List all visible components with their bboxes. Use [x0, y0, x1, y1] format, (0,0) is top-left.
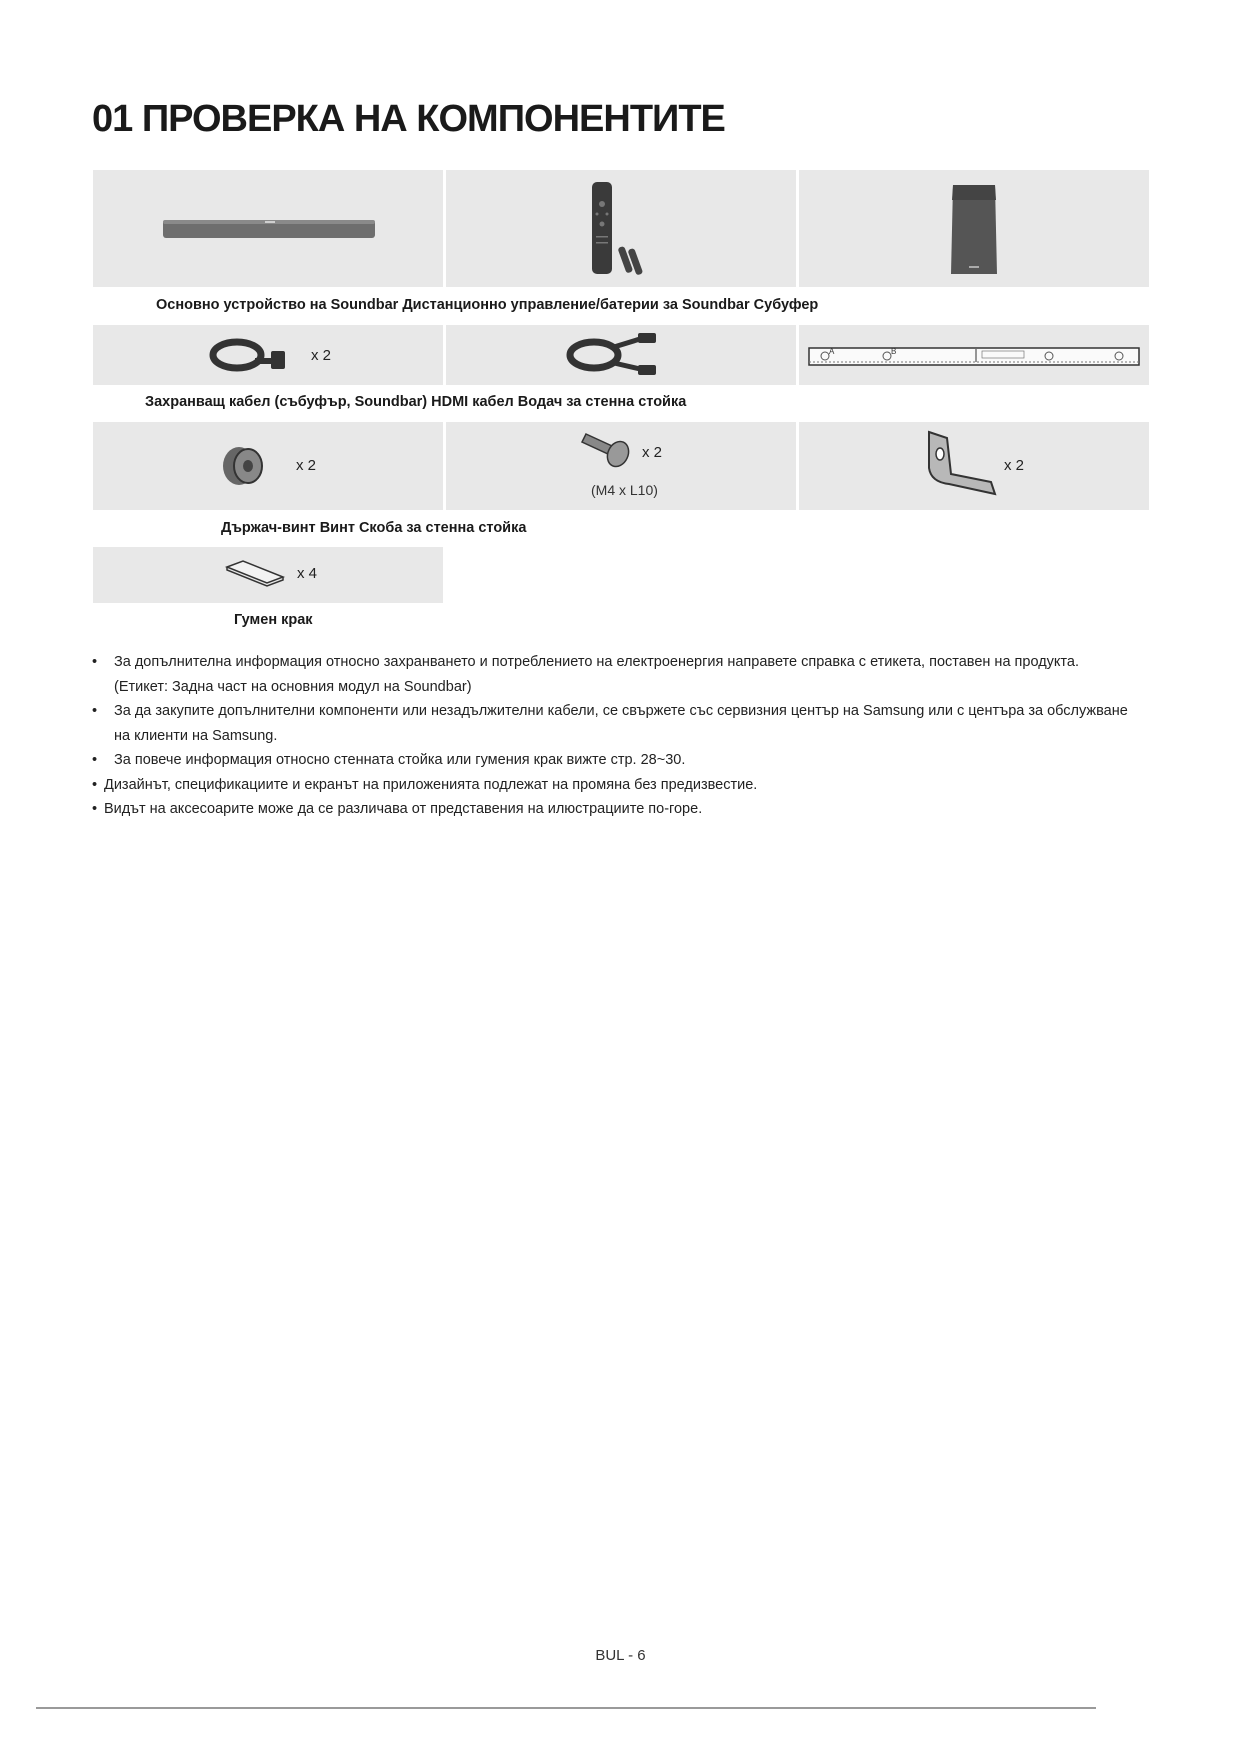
- soundbar-image: [93, 170, 443, 287]
- soundbar-cell: [93, 170, 443, 287]
- page-number: BUL - 6: [595, 1647, 646, 1664]
- guide-label-a: A: [829, 347, 835, 356]
- wall-mount-guide-image: [799, 325, 1149, 385]
- note-item: • За повече информация относно стенната стойка или гумения крак вижте стр. 28~30.: [92, 748, 1152, 773]
- footer-divider: [36, 1707, 1096, 1709]
- holder-screw-image: [93, 422, 443, 510]
- subwoofer-cell: [799, 170, 1149, 287]
- guide-label-b: B: [891, 347, 897, 356]
- hdmi-cable-cell: [446, 325, 796, 385]
- rubber-foot-image: [93, 547, 443, 603]
- wall-bracket-image: [799, 422, 1149, 510]
- power-cable-quantity: x 2: [311, 347, 332, 364]
- notes-list: [92, 650, 1152, 822]
- screw-cell: [446, 422, 796, 510]
- wall-bracket-quantity: x 2: [1004, 457, 1025, 474]
- power-cable-image: [93, 325, 443, 385]
- holder-screw-cell: [93, 422, 443, 510]
- rubber-foot-quantity: x 4: [297, 565, 318, 582]
- row4-caption: Гумен крак: [234, 612, 313, 628]
- page-title: 01 ПРОВЕРКА НА КОМПОНЕНТИТЕ: [92, 98, 725, 140]
- row2-caption: Захранващ кабел (събуфър, Soundbar) HDMI кабел Водач за стенна стойка: [145, 394, 687, 410]
- note-item: • За да закупите допълнителни компоненти или незадължителни кабели, се свържете със сервизния център на Samsung или с центъра за обслужване на клиенти на Samsung.: [92, 699, 1134, 748]
- note-item: • Дизайнът, спецификациите и екранът на приложенията подлежат на промяна без предизвестие.: [92, 773, 1152, 798]
- remote-control-image: [446, 170, 796, 287]
- power-cable-cell: [93, 325, 443, 385]
- rubber-foot-cell: [93, 547, 443, 603]
- note-item: • За допълнителна информация относно захранването и потреблението на електроенергия направете справка с етикета, поставен на продукта. (Етикет: Задна част на основния модул на Soundbar): [92, 650, 1134, 699]
- wall-mount-guide-cell: [799, 325, 1149, 385]
- row1-caption: Основно устройство на Soundbar Дистанционно управление/батерии за Soundbar Субуфер: [156, 297, 819, 313]
- wall-bracket-cell: [799, 422, 1149, 510]
- remote-cell: [446, 170, 796, 287]
- note-item: • Видът на аксесоарите може да се различава от представения на илюстрациите по-горе.: [92, 797, 1152, 822]
- screw-quantity: x 2: [642, 444, 663, 461]
- screw-size: (M4 x L10): [591, 482, 658, 498]
- subwoofer-image: [799, 170, 1149, 287]
- row3-caption: Държач-винт Винт Скоба за стенна стойка: [221, 520, 527, 536]
- hdmi-cable-image: [446, 325, 796, 385]
- holder-screw-quantity: x 2: [296, 457, 317, 474]
